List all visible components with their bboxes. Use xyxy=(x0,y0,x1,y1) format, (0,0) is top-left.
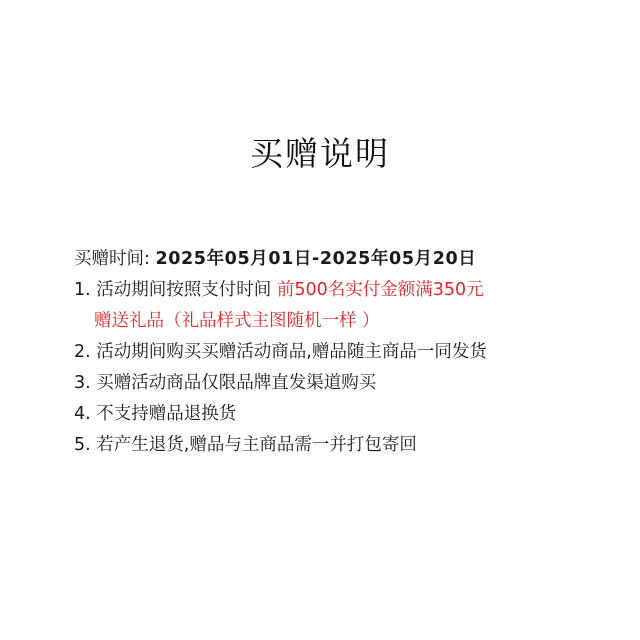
rule-text: 活动期间购买买赠活动商品,赠品随主商品一同发货 xyxy=(96,342,487,362)
page-title: 买赠说明 xyxy=(250,134,390,173)
promo-period-value: 2025年05月01日-2025年05月20日 xyxy=(155,249,477,269)
rule-item-5 xyxy=(74,430,614,461)
rule-text: 活动期间按照支付时间 xyxy=(96,280,277,300)
rule-item-4 xyxy=(74,399,614,430)
rule-number: 4. xyxy=(74,404,91,424)
rule-number: 5. xyxy=(74,435,91,455)
rule-number: 3. xyxy=(74,373,91,393)
promo-period xyxy=(74,244,614,275)
rule-item-1-continuation: 赠送礼品（礼品样式主图随机一样 ） xyxy=(94,311,380,331)
rule-text: 买赠活动商品仅限品牌直发渠道购买 xyxy=(96,373,377,393)
rule-item-2 xyxy=(74,337,614,368)
rule-highlight: 前500名实付金额满350元 xyxy=(276,280,484,300)
rule-text: 不支持赠品退换货 xyxy=(96,404,237,424)
rule-text: 若产生退货,赠品与主商品需一并打包寄回 xyxy=(96,435,417,455)
rule-number: 1. xyxy=(74,280,91,300)
rule-item-3 xyxy=(74,368,614,399)
rules-body xyxy=(74,244,614,461)
rule-item-1 xyxy=(74,275,614,306)
rule-number: 2. xyxy=(74,342,91,362)
promo-period-label: 买赠时间: xyxy=(74,249,156,269)
